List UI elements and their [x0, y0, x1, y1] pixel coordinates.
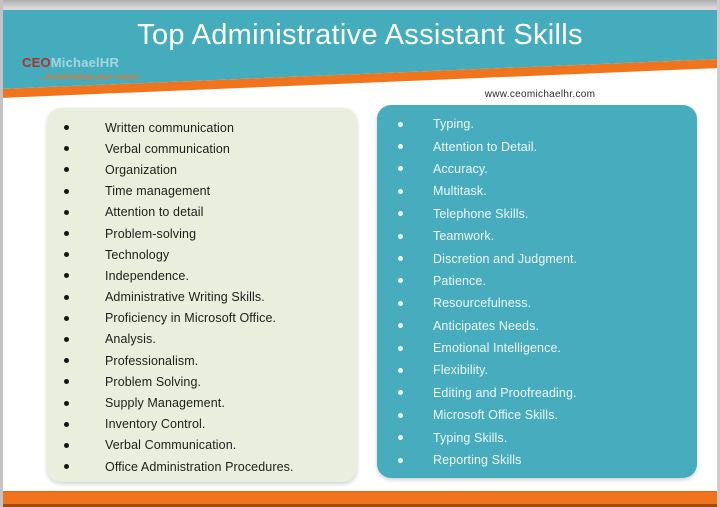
top-frame-strip [0, 0, 720, 10]
skill-label: Resourcefulness. [433, 296, 532, 311]
skill-label: Attention to detail [105, 205, 204, 220]
skill-label: Administrative Writing Skills. [105, 290, 265, 305]
list-item [377, 247, 691, 269]
bullet-icon [64, 125, 69, 130]
list-item [47, 265, 351, 286]
bullet-icon [64, 443, 69, 448]
list-item [47, 308, 351, 329]
right-skills-panel [377, 105, 697, 478]
skill-label: Flexibility. [433, 363, 489, 378]
bullet-icon [64, 379, 69, 384]
bullet-icon [398, 278, 403, 283]
bullet-icon [398, 211, 403, 216]
skill-label: Patience. [433, 273, 487, 288]
list-item [377, 404, 691, 426]
list-item [47, 244, 351, 265]
list-item [377, 449, 691, 471]
list-item [377, 337, 691, 359]
list-item [377, 315, 691, 337]
list-item [47, 138, 351, 159]
skill-label: Problem Solving. [105, 374, 202, 389]
list-item [377, 270, 691, 292]
skill-label: Problem-solving [105, 226, 197, 241]
bullet-icon [398, 122, 403, 127]
skill-label: Discretion and Judgment. [433, 251, 578, 266]
skill-label: Office Administration Procedures. [105, 459, 294, 474]
skill-label: Reporting Skills [433, 453, 522, 468]
bullet-icon [64, 210, 69, 215]
list-item [47, 329, 351, 350]
bullet-icon [398, 256, 403, 261]
bullet-icon [64, 146, 69, 151]
skill-label: Attention to Detail. [433, 139, 538, 154]
list-item [47, 371, 351, 392]
skill-label: Editing and Proofreading. [433, 385, 577, 400]
right-skill-list [377, 113, 691, 471]
bullet-icon [398, 368, 403, 373]
bullet-icon [64, 189, 69, 194]
skill-label: Anticipates Needs. [433, 318, 540, 333]
list-item [377, 382, 691, 404]
skill-label: Verbal Communication. [105, 438, 237, 453]
bullet-icon [398, 301, 403, 306]
left-skills-panel [47, 108, 357, 482]
left-skill-list [47, 117, 351, 477]
list-item [47, 223, 351, 244]
skill-label: Professionalism. [105, 353, 199, 368]
bullet-icon [398, 234, 403, 239]
bullet-icon [398, 346, 403, 351]
bullet-icon [398, 390, 403, 395]
list-item [377, 359, 691, 381]
skill-label: Typing. [433, 117, 475, 132]
list-item [377, 135, 691, 157]
skill-label: Proficiency in Microsoft Office. [105, 311, 277, 326]
list-item [47, 350, 351, 371]
bullet-icon [64, 316, 69, 321]
list-item [47, 435, 351, 456]
list-item [47, 414, 351, 435]
bullet-icon [64, 337, 69, 342]
bullet-icon [398, 458, 403, 463]
list-item [377, 225, 691, 247]
bullet-icon [398, 166, 403, 171]
list-item [377, 113, 691, 135]
bullet-icon [64, 401, 69, 406]
bullet-icon [398, 189, 403, 194]
list-item [47, 181, 351, 202]
brand-name [22, 56, 139, 69]
bullet-icon [398, 144, 403, 149]
brand-suffix: MichaelHR [50, 55, 120, 70]
bullet-icon [64, 422, 69, 427]
skill-label: Verbal communication [105, 141, 230, 156]
page-title: Top Administrative Assistant Skills [137, 19, 583, 51]
skill-label: Accuracy. [433, 161, 488, 176]
skill-label: Teamwork. [433, 229, 495, 244]
skill-label: Telephone Skills. [433, 206, 529, 221]
list-item [47, 159, 351, 180]
bullet-icon [398, 413, 403, 418]
list-item [47, 392, 351, 413]
brand-logo [22, 56, 139, 83]
skill-label: Organization [105, 162, 178, 177]
list-item [47, 456, 351, 477]
list-item [377, 180, 691, 202]
website-url: www.ceomichaelhr.com [484, 89, 596, 100]
bullet-icon [64, 231, 69, 236]
list-item [377, 203, 691, 225]
skill-label: Technology [105, 247, 170, 262]
skill-label: Typing Skills. [433, 430, 508, 445]
bullet-icon [64, 273, 69, 278]
bullet-icon [398, 323, 403, 328]
bottom-orange-bar [0, 491, 720, 507]
bullet-icon [64, 295, 69, 300]
skill-label: Microsoft Office Skills. [433, 408, 559, 423]
skill-label: Multitask. [433, 184, 487, 199]
bullet-icon [64, 464, 69, 469]
skill-label: Supply Management. [105, 396, 225, 411]
skill-label: Independence. [105, 268, 190, 283]
list-item [377, 426, 691, 448]
skill-label: Written communication [105, 120, 234, 135]
skill-label: Analysis. [105, 332, 156, 347]
list-item [47, 287, 351, 308]
list-item [47, 202, 351, 223]
brand-tagline: ...Accelerating your career [39, 72, 139, 81]
skill-label: Inventory Control. [105, 417, 206, 432]
bullet-icon [64, 167, 69, 172]
list-item [47, 117, 351, 138]
bullet-icon [398, 435, 403, 440]
list-item [377, 292, 691, 314]
bullet-icon [64, 252, 69, 257]
list-item [377, 158, 691, 180]
skill-label: Time management [105, 184, 211, 199]
brand-prefix: CEO [22, 55, 51, 70]
bullet-icon [64, 358, 69, 363]
skill-label: Emotional Intelligence. [433, 341, 562, 356]
